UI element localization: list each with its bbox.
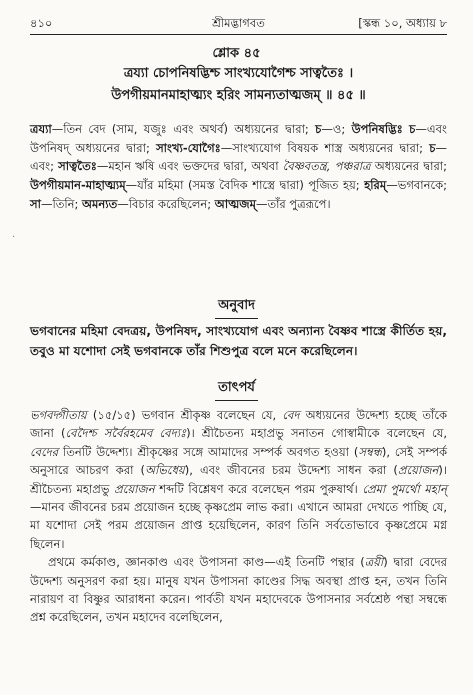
book-title: শ্রীমদ্ভাগবত [212, 16, 265, 30]
margin-mark: · [12, 232, 16, 243]
italic-term: অভিধেয় [145, 463, 185, 478]
text-run: ), এবং জীবনের চরম উদ্দেশ্য সাধন করা ( [184, 463, 398, 478]
synonym-meaning: —যাঁর মহিমা (সমস্ত বৈদিক শাস্ত্রে দ্বারা) পূজিত হয়; [125, 178, 360, 193]
italic-term: প্রয়োজন [397, 463, 439, 478]
synonym-term: উপনিষদ্ভিঃ [351, 122, 403, 136]
text-run: )। শ্রীচৈতন্য মহাপ্রভু সনাতন গোস্বামীকে বলেছেন যে, [186, 426, 447, 441]
canto-chapter: [স্কন্ধ ১০, অধ্যায় ৮ [358, 16, 447, 30]
synonym-term: সা [30, 196, 41, 211]
text-run: তিনটি উদ্দেশ্য। শ্রীকৃষ্ণের সঙ্গে আমাদের সম্পর্ক অবগত হওয়া ( [58, 444, 359, 459]
translation-text: ভগবানের মহিমা বেদত্রয়, উপনিষদ, সাংখ্যযোগ এবং অন্যান্য বৈষ্ণব শাস্ত্রে কীর্তিত হয়, তবুও মা যশোদা সেই ভগবানকে তাঁর শিশুপুত্র বলে মনে করেছিলেন। [30, 324, 447, 358]
synonym-meaning: —সাংখ্যযোগ বিষয়ক শাস্ত্র অধ্যয়নের দ্বারা; [220, 140, 424, 155]
text-run: শব্দটি বিশ্লেষণ করে বলেছেন পরম পুরুষার্থ। [154, 481, 363, 496]
purport-heading [0, 378, 473, 401]
page-number: ৪১০ [30, 16, 53, 30]
text-run: )। শ্রীচৈতন্য মহাপ্রভু [30, 463, 447, 496]
text-run: (১৫/১৫) ভগবান শ্রীকৃষ্ণ বলেছেন যে, [86, 408, 283, 422]
italic-term: প্রয়োজন [114, 481, 155, 496]
synonym-term: অমন্যত [82, 196, 118, 211]
italic-term: বেদৈশ্চ সর্বৈরহমেব বেদ্যঃ [65, 426, 187, 441]
synonym-meaning: —ভগবানকে; [386, 178, 447, 193]
synonym-meaning: —তিনি; [40, 196, 79, 211]
synonym-meaning: —বিচার করেছিলেন; [117, 196, 212, 211]
translation-heading [0, 296, 473, 319]
purport-paragraph-2 [30, 553, 447, 627]
text-run: ) দ্বারা বেদের উদ্দেশ্য অনুসরণ করা হয়। মানুষ যখন উপাসনা কাণ্ডের সিদ্ধ অবস্থা প্রাপ্ত হন, তখন তিনি নারায়ণ বা বিষ্ণুর আরাধনা করেন। পার্বতী যখন মহাদেবকে উপাসনার সর্বশ্রেষ্ঠ পন্থা সম্বন্ধে প্রশ্ন করেছিলেন, তখন মহাদেব বলেছিলেন, [30, 555, 447, 625]
purport-title: তাৎপর্য [215, 378, 258, 401]
synonym-meaning: —এবং উপনিষদ্‌ অধ্যয়নের দ্বারা; [30, 122, 447, 155]
synonyms-paragraph [30, 120, 447, 214]
text-run: —মানব জীবনের চরম প্রয়োজন হচ্ছে কৃষ্ণপ্রেম লাভ করা। এখানে আমরা দেখতে পাচ্ছি যে, মা যশোদা সেই পরম প্রয়োজন প্রাপ্ত হয়েছিলেন, কারণ তিনি সর্বতোভাবে কৃষ্ণপ্রেমে মগ্ন ছিলেন। [30, 500, 447, 551]
italic-term: বেদের [30, 444, 59, 459]
text-run: ), সেই সম্পর্ক অনুসারে আচরণ করা ( [30, 444, 447, 478]
verse-line-2: উপগীয়মানমাহাত্ম্যং হরিং সামন্যতাত্মজম্‌ ॥ ৪৫ ॥ [111, 88, 366, 103]
synonym-term: উপগীয়মান-মাহাত্ম্যম্‌ [30, 178, 126, 193]
synonym-meaning: —তিন বেদ (সাম, যজুঃ এবং অথর্ব) অধ্যয়নের দ্বারা; [51, 122, 309, 136]
italic-term: সম্বন্ধ [358, 444, 382, 459]
purport-paragraph-1 [30, 406, 447, 553]
synonym-meaning: অধ্যয়নের দ্বারা; [370, 159, 447, 174]
synonym-meaning: —এবং; [30, 140, 448, 174]
text-run: প্রথমে কর্মকাণ্ড, জ্ঞানকাণ্ড এবং উপাসনা কাণ্ড—এই তিনটি পন্থার ( [48, 555, 365, 570]
synonym-meaning: —ও; [321, 122, 346, 136]
synonym-term: হরিম্‌ [364, 178, 387, 193]
italic-term: প্রেমা পুমর্থো মহান্‌ [362, 481, 447, 496]
italic-term: ত্রয়ী [364, 555, 384, 570]
sloka-number: শ্লোক ৪৫ [212, 46, 261, 61]
text-run: অধ্যয়নের উদ্দেশ্য হচ্ছে তাঁকে জানা ( [30, 408, 448, 441]
synonym-term: চ [409, 122, 416, 136]
verse-line-1: ত্রয্যা চোপনিষদ্ভিশ্চ সাংখ্যযোগৈশ্চ সাত্বতৈঃ । [123, 66, 354, 81]
italic-term: বেদ [282, 408, 300, 422]
translation-title: অনুবাদ [215, 296, 258, 319]
purport-body [30, 406, 447, 627]
synonym-term: চ [429, 140, 436, 155]
synonym-term: সাত্বতৈঃ [58, 159, 97, 174]
synonym-term: চ [315, 122, 322, 136]
synonym-term: আত্মজম্‌ [214, 196, 256, 211]
synonym-meaning: —মহান ঋষি এবং ভক্তদের দ্বারা, অথবা [96, 159, 279, 174]
synonym-meaning: —তাঁর পুত্ররূপে। [255, 196, 331, 211]
italic-term: ভগবদ্গীতায় [30, 408, 87, 422]
synonym-italic: বৈষ্ণবতন্ত্র, পঞ্চরাত্র [282, 159, 371, 174]
synonym-term: ত্রয্যা [30, 122, 52, 136]
synonym-term: সাংখ্য-যোগৈঃ [156, 140, 221, 155]
running-header [30, 12, 447, 35]
